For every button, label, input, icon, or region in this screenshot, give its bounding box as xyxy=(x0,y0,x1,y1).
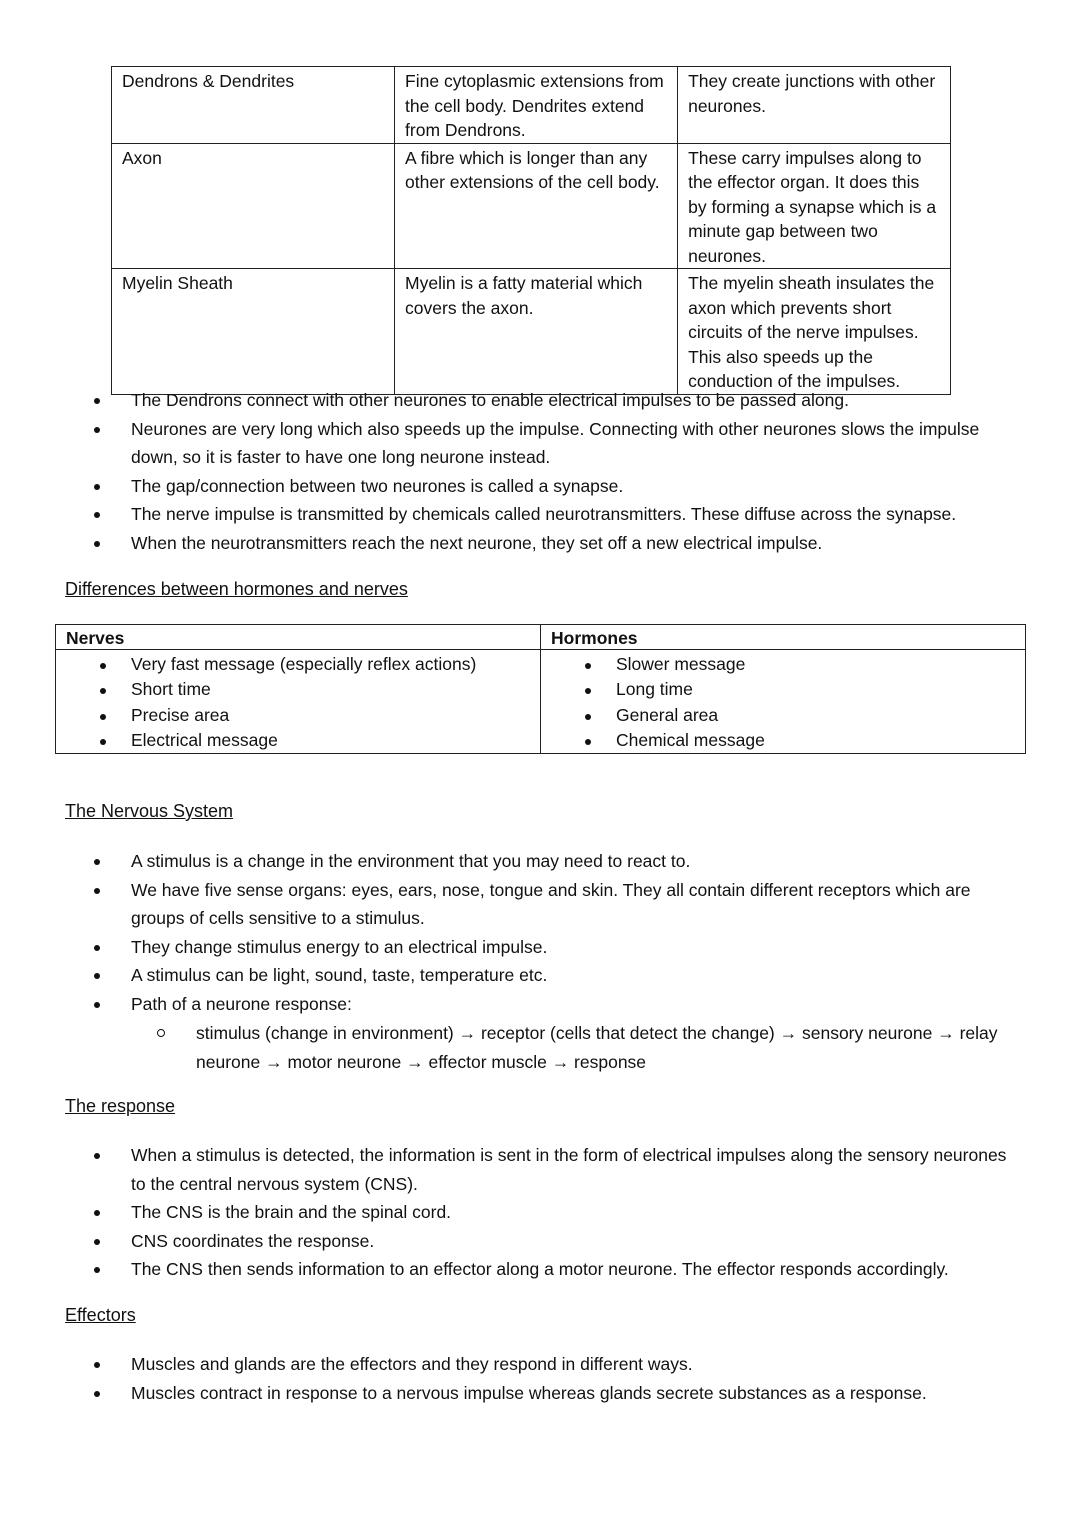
list-item: When the neurotransmitters reach the next neurone, they set off a new electrical impulse. xyxy=(56,529,1016,558)
nerves-list xyxy=(56,652,540,753)
list-item: A stimulus is a change in the environment that you may need to react to. xyxy=(56,847,1016,876)
nervous-system-heading: The Nervous System xyxy=(65,801,234,821)
hormones-list xyxy=(541,652,1025,753)
list-item: General area xyxy=(541,703,1025,728)
table-cell-part: Dendrons & Dendrites xyxy=(112,67,395,144)
list-item: Electrical message xyxy=(56,728,540,753)
list-item: Chemical message xyxy=(541,728,1025,753)
list-item: The CNS then sends information to an effector along a motor neurone. The effector responds accordingly. xyxy=(56,1255,1016,1284)
list-item: Path of a neurone response: xyxy=(56,990,1016,1019)
list-item: CNS coordinates the response. xyxy=(56,1227,1016,1256)
list-item: Very fast message (especially reflex actions) xyxy=(56,652,540,677)
table-cell-function: The myelin sheath insulates the axon which prevents short circuits of the nerve impulses. This also speeds up the conduction of the impulses. xyxy=(678,269,951,395)
response-bullet-list xyxy=(56,1141,1016,1284)
table-cell-description: A fibre which is longer than any other extensions of the cell body. xyxy=(395,143,678,269)
table-cell-part: Axon xyxy=(112,143,395,269)
list-item: Muscles contract in response to a nervous impulse whereas glands secrete substances as a response. xyxy=(56,1379,1016,1408)
list-item: We have five sense organs: eyes, ears, nose, tongue and skin. They all contain different receptors which are groups of cells sensitive to a stimulus. xyxy=(56,876,1016,933)
neurone-path: stimulus (change in environment) → receptor (cells that detect the change) → sensory neurone → relay neurone → motor neurone → effector muscle → response xyxy=(56,1019,1016,1076)
table-cell-description: Fine cytoplasmic extensions from the cell body. Dendrites extend from Dendrons. xyxy=(395,67,678,144)
hormones-cell xyxy=(541,650,1026,754)
table-row xyxy=(112,269,951,395)
differences-heading: Differences between hormones and nerves xyxy=(65,579,408,599)
list-item: When a stimulus is detected, the information is sent in the form of electrical impulses along the sensory neurones to the central nervous system (CNS). xyxy=(56,1141,1016,1198)
list-item: They change stimulus energy to an electrical impulse. xyxy=(56,933,1016,962)
effectors-heading: Effectors xyxy=(65,1305,136,1325)
neurone-parts-table xyxy=(111,66,951,395)
nerves-hormones-table xyxy=(55,624,1026,754)
list-item: Muscles and glands are the effectors and they respond in different ways. xyxy=(56,1350,1016,1379)
neurone-path-list xyxy=(56,1019,1016,1076)
table-row xyxy=(112,143,951,269)
list-item: The gap/connection between two neurones is called a synapse. xyxy=(56,472,1016,501)
table-header-row xyxy=(56,625,1026,650)
list-item: Short time xyxy=(56,677,540,702)
table-row xyxy=(112,67,951,144)
table-cell-function: These carry impulses along to the effector organ. It does this by forming a synapse which is a minute gap between two neurones. xyxy=(678,143,951,269)
nerves-header: Nerves xyxy=(56,625,541,650)
hormones-header: Hormones xyxy=(541,625,1026,650)
list-item: Precise area xyxy=(56,703,540,728)
table-cell-function: They create junctions with other neurones. xyxy=(678,67,951,144)
nerves-cell xyxy=(56,650,541,754)
list-item: The Dendrons connect with other neurones to enable electrical impulses to be passed along. xyxy=(56,386,1016,415)
list-item: A stimulus can be light, sound, taste, temperature etc. xyxy=(56,961,1016,990)
list-item: Slower message xyxy=(541,652,1025,677)
effectors-bullet-list xyxy=(56,1350,1016,1407)
list-item: Long time xyxy=(541,677,1025,702)
table-row xyxy=(56,650,1026,754)
response-heading: The response xyxy=(65,1096,176,1116)
list-item: The CNS is the brain and the spinal cord. xyxy=(56,1198,1016,1227)
list-item: Neurones are very long which also speeds up the impulse. Connecting with other neurones slows the impulse down, so it is faster to have one long neurone instead. xyxy=(56,415,1016,472)
list-item: The nerve impulse is transmitted by chemicals called neurotransmitters. These diffuse across the synapse. xyxy=(56,500,1016,529)
table-cell-description: Myelin is a fatty material which covers the axon. xyxy=(395,269,678,395)
nervous-system-bullet-list xyxy=(56,847,1016,1018)
synapse-bullet-list xyxy=(56,386,1016,557)
table-cell-part: Myelin Sheath xyxy=(112,269,395,395)
